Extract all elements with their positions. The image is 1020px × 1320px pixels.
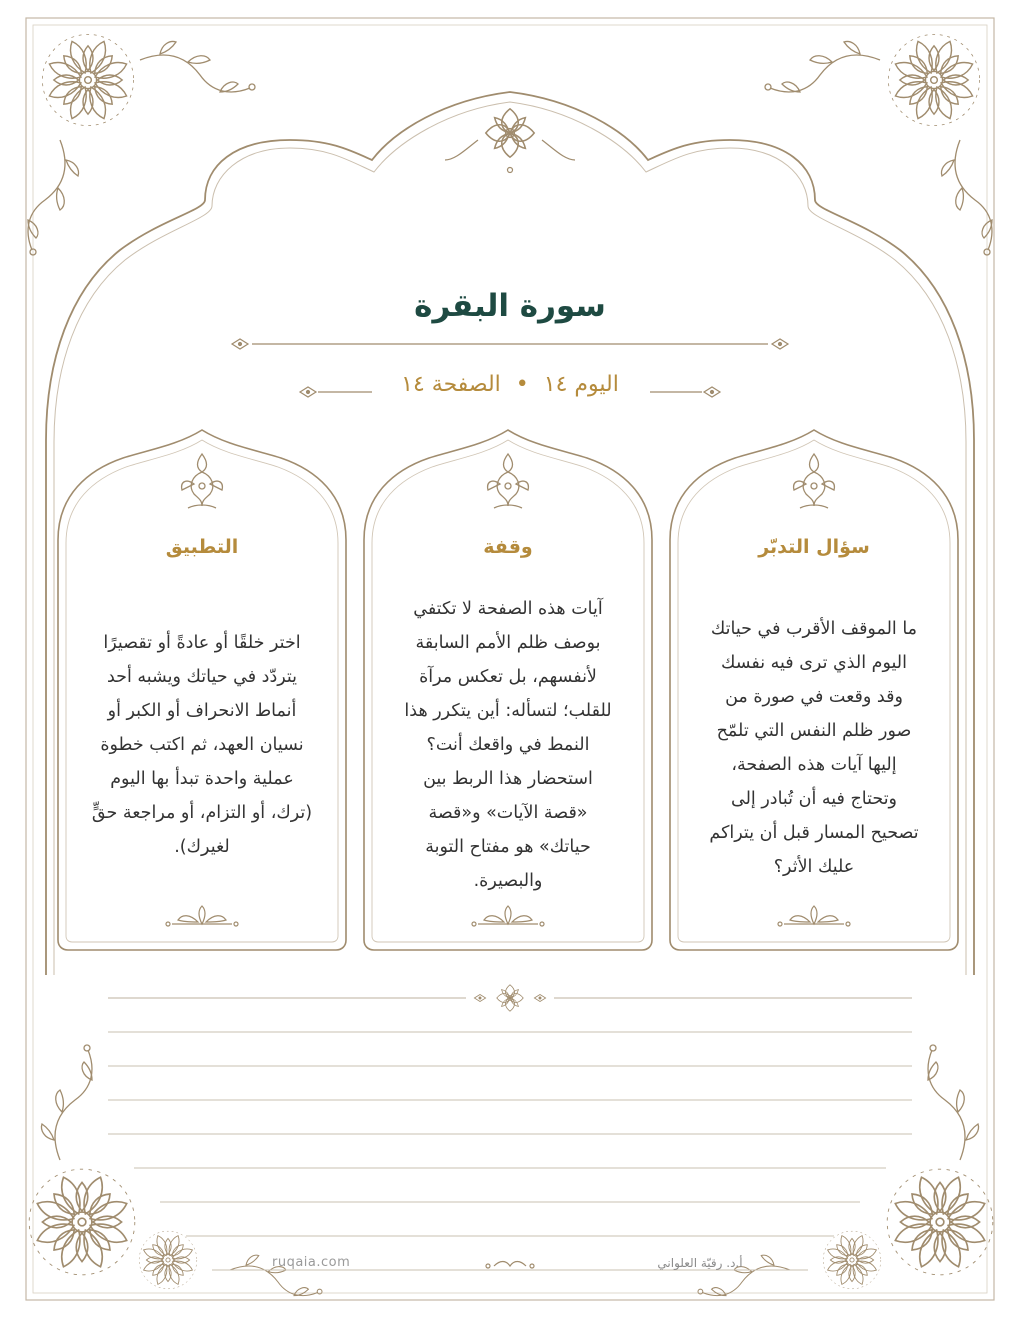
card-line: تصحيح المسار قبل أن يتراكم [709, 823, 919, 843]
card-line: صور ظلم النفس التي تلمّح [716, 721, 912, 741]
card-line: بوصف ظلم الأمم السابقة [415, 633, 601, 653]
card-reflection-question-body [686, 612, 942, 884]
day-label: اليوم ١٤ [543, 372, 619, 397]
card-line: اليوم الذي ترى فيه نفسك [720, 653, 907, 673]
card-line: للقلب؛ لتسأله: أين يتكرر هذا [404, 701, 612, 721]
day-page-line [310, 372, 710, 397]
footer-author: أ.د. رقيّة العلواني [657, 1256, 743, 1270]
card-line: يتردّد في حياتك ويشبه أحد [106, 667, 298, 687]
card-pause-body [380, 592, 636, 898]
card-line: استحضار هذا الربط بين [423, 769, 593, 789]
card-line: اختر خلقًا أو عادةً أو تقصيرًا [103, 633, 301, 653]
page-label: الصفحة ١٤ [401, 372, 501, 397]
card-application-body [74, 626, 330, 864]
card-line: عليك الأثر؟ [773, 857, 855, 877]
card-line: أنماط الانحراف أو الكبر أو [107, 701, 297, 721]
card-line: إليها آيات هذه الصفحة، [731, 755, 897, 775]
card-line: (ترك، أو التزام، أو مراجعة حقٍّ [91, 803, 313, 823]
card-line: عملية واحدة تبدأ بها اليوم [110, 769, 294, 789]
card-line: النمط في واقعك أنت؟ [426, 735, 590, 755]
card-line: لغيرك). [174, 837, 230, 857]
card-reflection-question-heading: سؤال التدبّر [758, 536, 870, 558]
card-application-heading: التطبيق [165, 536, 239, 558]
card-line: «قصة الآيات» و«قصة [428, 803, 588, 823]
footer-website: ruqaia.com [272, 1255, 351, 1270]
card-line: نسيان العهد، ثم اكتب خطوة [100, 735, 304, 755]
notes-lines [108, 1032, 912, 1270]
page-title: سورة البقرة [414, 288, 606, 324]
card-line: والبصيرة. [473, 871, 543, 891]
meta-separator: • [515, 372, 529, 397]
card-line: حياتك» هو مفتاح التوبة [425, 837, 591, 857]
card-line: آيات هذه الصفحة لا تكتفي [413, 599, 603, 619]
card-line: وتحتاج فيه أن تُبادر إلى [730, 789, 898, 809]
card-line: وقد وقعت في صورة من [725, 687, 903, 707]
card-line: لأنفسهم، بل تعكس مرآة [419, 667, 597, 687]
card-pause-heading: وقفة [483, 536, 533, 558]
card-line: ما الموقف الأقرب في حياتك [710, 619, 918, 639]
